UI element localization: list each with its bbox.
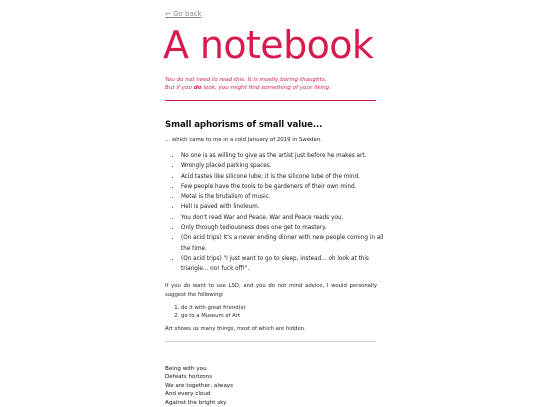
poem-line: And every cloud	[165, 391, 211, 398]
section-subheading: ... which came to me in a cold January of 2019 in Sweden.	[165, 137, 322, 143]
poem-line: Defeats horizons	[165, 374, 213, 381]
list-item: • Hell is paved with linoleum.	[181, 202, 387, 212]
advice-start: If you	[165, 283, 184, 289]
intro-text	[165, 76, 385, 93]
list-item: • Wrongly placed parking spaces.	[181, 161, 387, 171]
list-item: 1. do it with great friend(s)	[181, 304, 246, 312]
intro-line-2-end: look, you might find something of your liking.	[201, 85, 331, 92]
list-item: • Acid tastes like silicone lube; it is the silicone lube of the mind.	[181, 172, 387, 182]
list-item: 2. go to a Museum of Art	[181, 312, 246, 320]
section-heading: Small aphorisms of small value...	[165, 120, 323, 130]
advice-end: want to use LSD, and you do not mind advice, I would personally suggest the following:	[165, 283, 377, 298]
intro-line-2	[165, 84, 385, 92]
poem-line: We are together, always	[165, 382, 234, 389]
intro-line-1: You do not need to read this. It is mostly boring thoughts.	[165, 77, 327, 83]
section-divider	[165, 341, 376, 342]
advice-emphasis: do	[183, 283, 191, 289]
advice-steps	[172, 304, 246, 320]
list-item: • Only through tediousness does one get to mastery.	[181, 223, 387, 233]
closing-sentence: Art shows us many things, most of which are hidden.	[165, 326, 306, 332]
poem-line: Against the bright sky	[165, 399, 227, 406]
list-item: • Few people have the tools to be gardeners of their own mind.	[181, 182, 387, 192]
page-title: A notebook	[163, 23, 374, 67]
header-divider	[165, 100, 376, 101]
list-item: • Metal is the brutalism of music.	[181, 192, 387, 202]
list-item: • You don't read War and Peace, War and Peace reads you.	[181, 213, 387, 223]
go-back-link[interactable]: ↩ Go back	[165, 10, 202, 18]
intro-emphasis: do	[193, 85, 202, 92]
list-item: • (On acid trips) "I just want to go to sleep, instead... oh look at this triangle... no! fuck off!".	[181, 254, 387, 275]
aphorism-list	[172, 151, 387, 275]
list-item: • No one is as willing to give as the artist just before he makes art.	[181, 151, 387, 161]
list-item: • (On acid trips) It's a never ending dinner with new people coming in all the time.	[181, 233, 387, 254]
poem	[165, 365, 233, 407]
advice-paragraph	[165, 282, 377, 300]
poem-line: Being with you	[165, 366, 207, 372]
intro-line-2-start: But if you	[165, 85, 194, 92]
